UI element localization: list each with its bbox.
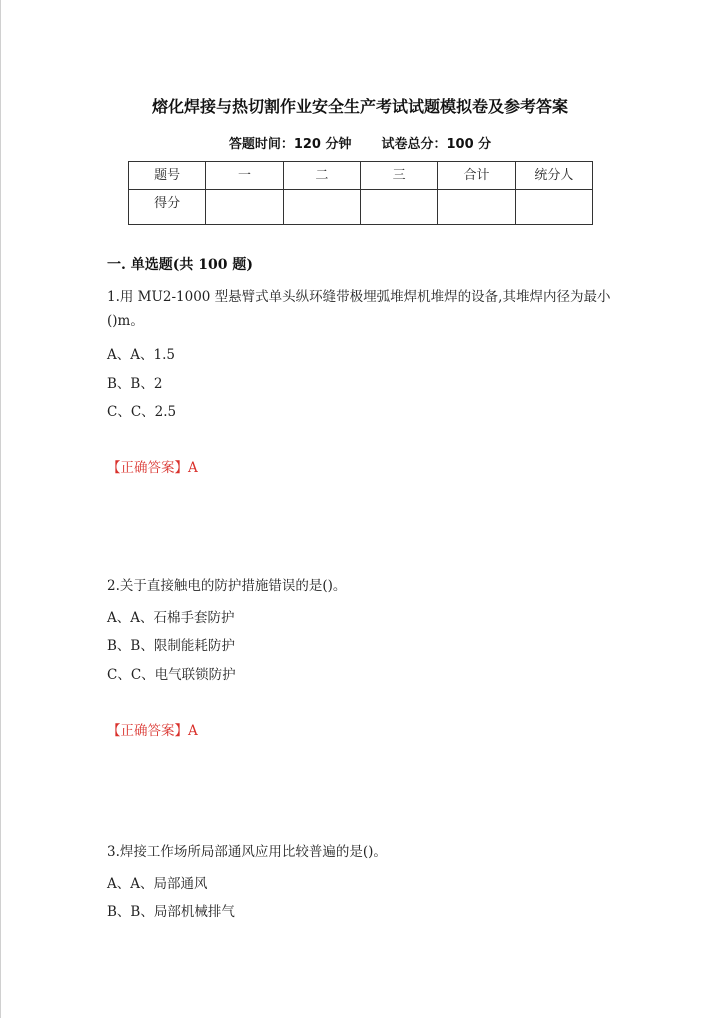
question-1-answer: 【正确答案】A bbox=[107, 460, 198, 476]
time-label: 答题时间：120 分钟 bbox=[228, 137, 352, 152]
question-1-option-c: C、C、2.5 bbox=[107, 404, 177, 420]
question-3-option-b: B、B、局部机械排气 bbox=[107, 904, 235, 920]
section-title: 一. 单选题(共 100 题) bbox=[107, 257, 253, 273]
total-score-label: 试卷总分：100 分 bbox=[381, 137, 492, 152]
header-cell: 题号 bbox=[129, 162, 206, 190]
score-cell[interactable] bbox=[515, 190, 592, 225]
question-3-option-a: A、A、局部通风 bbox=[107, 876, 208, 892]
score-table bbox=[128, 161, 593, 225]
score-cell[interactable] bbox=[283, 190, 360, 225]
header-cell: 三 bbox=[360, 162, 437, 190]
score-table-score-row bbox=[129, 190, 593, 225]
row-label-cell: 得分 bbox=[129, 190, 206, 225]
exam-meta bbox=[0, 133, 720, 152]
question-2-option-c: C、C、电气联锁防护 bbox=[107, 667, 236, 683]
question-2-answer: 【正确答案】A bbox=[107, 723, 198, 739]
score-table-header-row bbox=[129, 162, 593, 190]
score-cell[interactable] bbox=[438, 190, 515, 225]
header-cell: 统分人 bbox=[515, 162, 592, 190]
score-cell[interactable] bbox=[206, 190, 283, 225]
question-1-option-b: B、B、2 bbox=[107, 376, 163, 392]
question-1-stem: 1.用 MU2-1000 型悬臂式单头纵环缝带极埋弧堆焊机堆焊的设备,其堆焊内径为最小()m。 bbox=[107, 289, 611, 329]
question-2-stem: 2.关于直接触电的防护措施错误的是()。 bbox=[107, 578, 347, 594]
header-cell: 合计 bbox=[438, 162, 515, 190]
question-2-option-a: A、A、石棉手套防护 bbox=[107, 610, 235, 626]
header-cell: 一 bbox=[206, 162, 283, 190]
question-3-stem: 3.焊接工作场所局部通风应用比较普遍的是()。 bbox=[107, 844, 387, 860]
question-1-option-a: A、A、1.5 bbox=[107, 347, 175, 363]
document-title: 熔化焊接与热切割作业安全生产考试试题模拟卷及参考答案 bbox=[151, 97, 568, 116]
header-cell: 二 bbox=[283, 162, 360, 190]
score-cell[interactable] bbox=[360, 190, 437, 225]
page-edge bbox=[0, 0, 1, 1018]
question-2-option-b: B、B、限制能耗防护 bbox=[107, 638, 235, 654]
